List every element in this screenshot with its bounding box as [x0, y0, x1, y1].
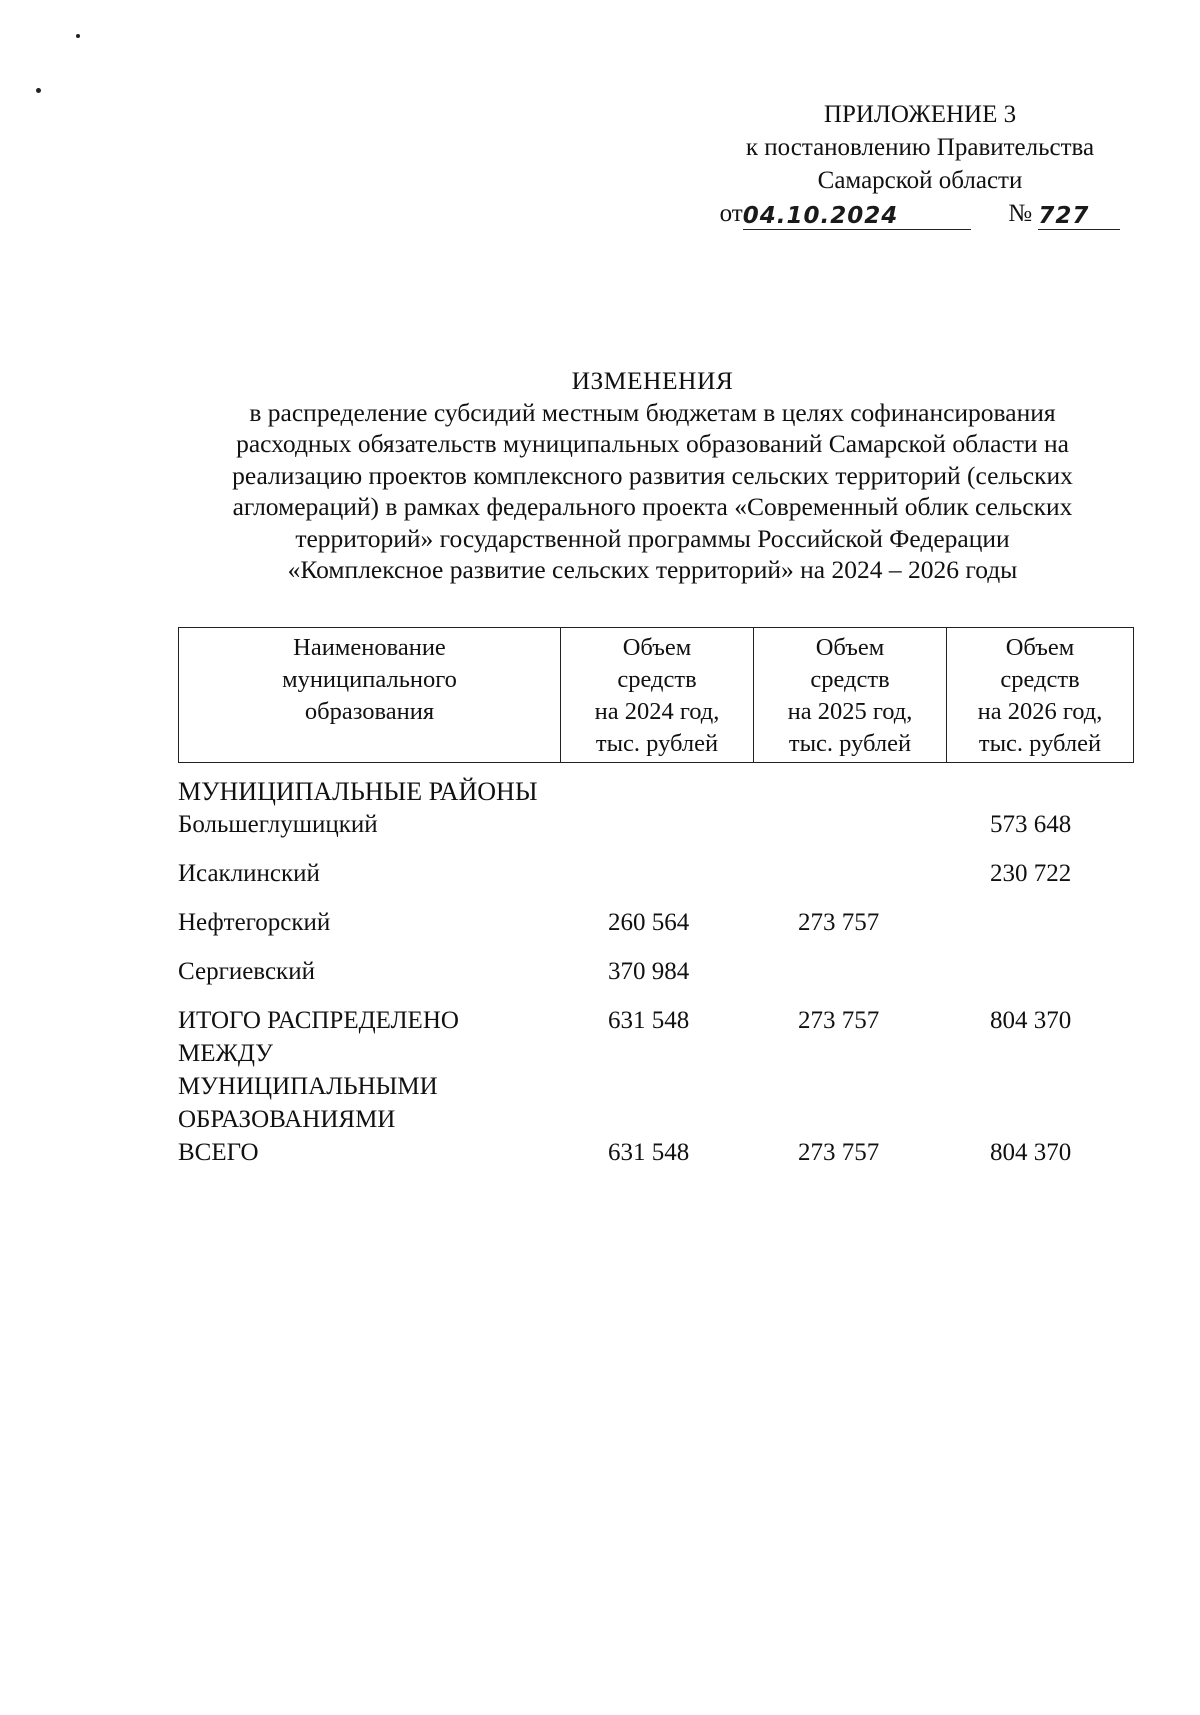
date-field [743, 199, 971, 230]
header-text: средств [617, 666, 697, 693]
row-value-2026: 573 648 [990, 811, 1072, 838]
appendix-date-line [700, 197, 1140, 233]
table-row [178, 808, 1138, 857]
header-text: средств [1000, 666, 1080, 693]
total-value-2026: 804 370 [990, 1007, 1072, 1034]
total-distributed-label [178, 1004, 578, 1136]
row-name: Нефтегорский [178, 909, 331, 936]
total-distributed-row [178, 1004, 1138, 1136]
subtitle-line: «Комплексное развитие сельских территорий» на 2024 – 2026 годы [287, 555, 1018, 584]
total-label-line: МЕЖДУ [178, 1040, 273, 1067]
subtitle-line: в распределение субсидий местным бюджетам в целях софинансирования [249, 397, 1056, 427]
scan-speck [76, 34, 80, 38]
subtitle-line: реализацию проектов комплексного развития сельских территорий (сельских [232, 460, 1073, 490]
handwritten-number: 727 [1038, 203, 1090, 229]
table-row [178, 857, 1138, 906]
appendix-block [700, 98, 1140, 233]
subtitle-line: расходных обязательств муниципальных образований Самарской области на [236, 429, 1069, 458]
header-text: на 2024 год, [594, 698, 720, 725]
scan-speck [36, 88, 41, 93]
total-label-line: ОБРАЗОВАНИЯМИ [178, 1106, 396, 1133]
header-text: Объем [1005, 634, 1075, 661]
grand-total-2024: 631 548 [608, 1139, 690, 1166]
section-title: МУНИЦИПАЛЬНЫЕ РАЙОНЫ [178, 777, 538, 806]
header-text: тыс. рублей [978, 730, 1102, 757]
grand-total-row [178, 1136, 1138, 1176]
header-2024 [561, 628, 754, 763]
row-name: Исаклинский [178, 860, 320, 887]
grand-total-label: ВСЕГО [178, 1139, 259, 1166]
header-text: на 2025 год, [787, 698, 913, 725]
row-name: Сергиевский [178, 958, 315, 985]
header-text: Объем [815, 634, 885, 661]
section-title-row [178, 775, 1138, 808]
header-text: тыс. рублей [788, 730, 912, 757]
header-2026 [947, 628, 1134, 763]
header-text: Объем [622, 634, 692, 661]
header-text: муниципального [282, 666, 457, 693]
header-text: на 2026 год, [977, 698, 1103, 725]
appendix-title: ПРИЛОЖЕНИЕ 3 [823, 101, 1017, 128]
table-body [178, 775, 1138, 1176]
total-value-2025: 273 757 [798, 1007, 880, 1034]
header-text: тыс. рублей [595, 730, 719, 757]
appendix-line-1: к постановлению Правительства [745, 134, 1095, 161]
row-value-2026: 230 722 [990, 860, 1072, 887]
table-row [178, 906, 1138, 955]
document-heading: ИЗМЕНЕНИЯ [571, 366, 734, 395]
table-header [178, 627, 1134, 763]
document-title [140, 365, 1165, 586]
table-row [178, 955, 1138, 1004]
row-value-2024: 260 564 [608, 909, 690, 936]
number-field [1038, 199, 1120, 230]
total-label-line: МУНИЦИПАЛЬНЫМИ [178, 1073, 438, 1100]
row-value-2025: 273 757 [798, 909, 880, 936]
total-value-2024: 631 548 [608, 1007, 690, 1034]
handwritten-date: 04.10.2024 [742, 203, 899, 229]
total-label-line: ИТОГО РАСПРЕДЕЛЕНО [178, 1007, 459, 1034]
grand-total-2026: 804 370 [990, 1139, 1072, 1166]
header-text: Наименование [293, 634, 446, 661]
appendix-line-2: Самарской области [817, 167, 1023, 194]
date-prefix: от [719, 200, 743, 227]
grand-total-2025: 273 757 [798, 1139, 880, 1166]
header-name [179, 628, 561, 763]
subtitle-line: территорий» государственной программы Российской Федерации [295, 523, 1010, 553]
row-value-2024: 370 984 [608, 958, 690, 985]
header-text: образования [304, 698, 435, 725]
header-2025 [754, 628, 947, 763]
row-name: Большеглушицкий [178, 811, 378, 838]
subtitle-line: агломераций) в рамках федерального проекта «Современный облик сельских [232, 492, 1073, 521]
number-prefix: № [1008, 200, 1033, 227]
header-text: средств [810, 666, 890, 693]
